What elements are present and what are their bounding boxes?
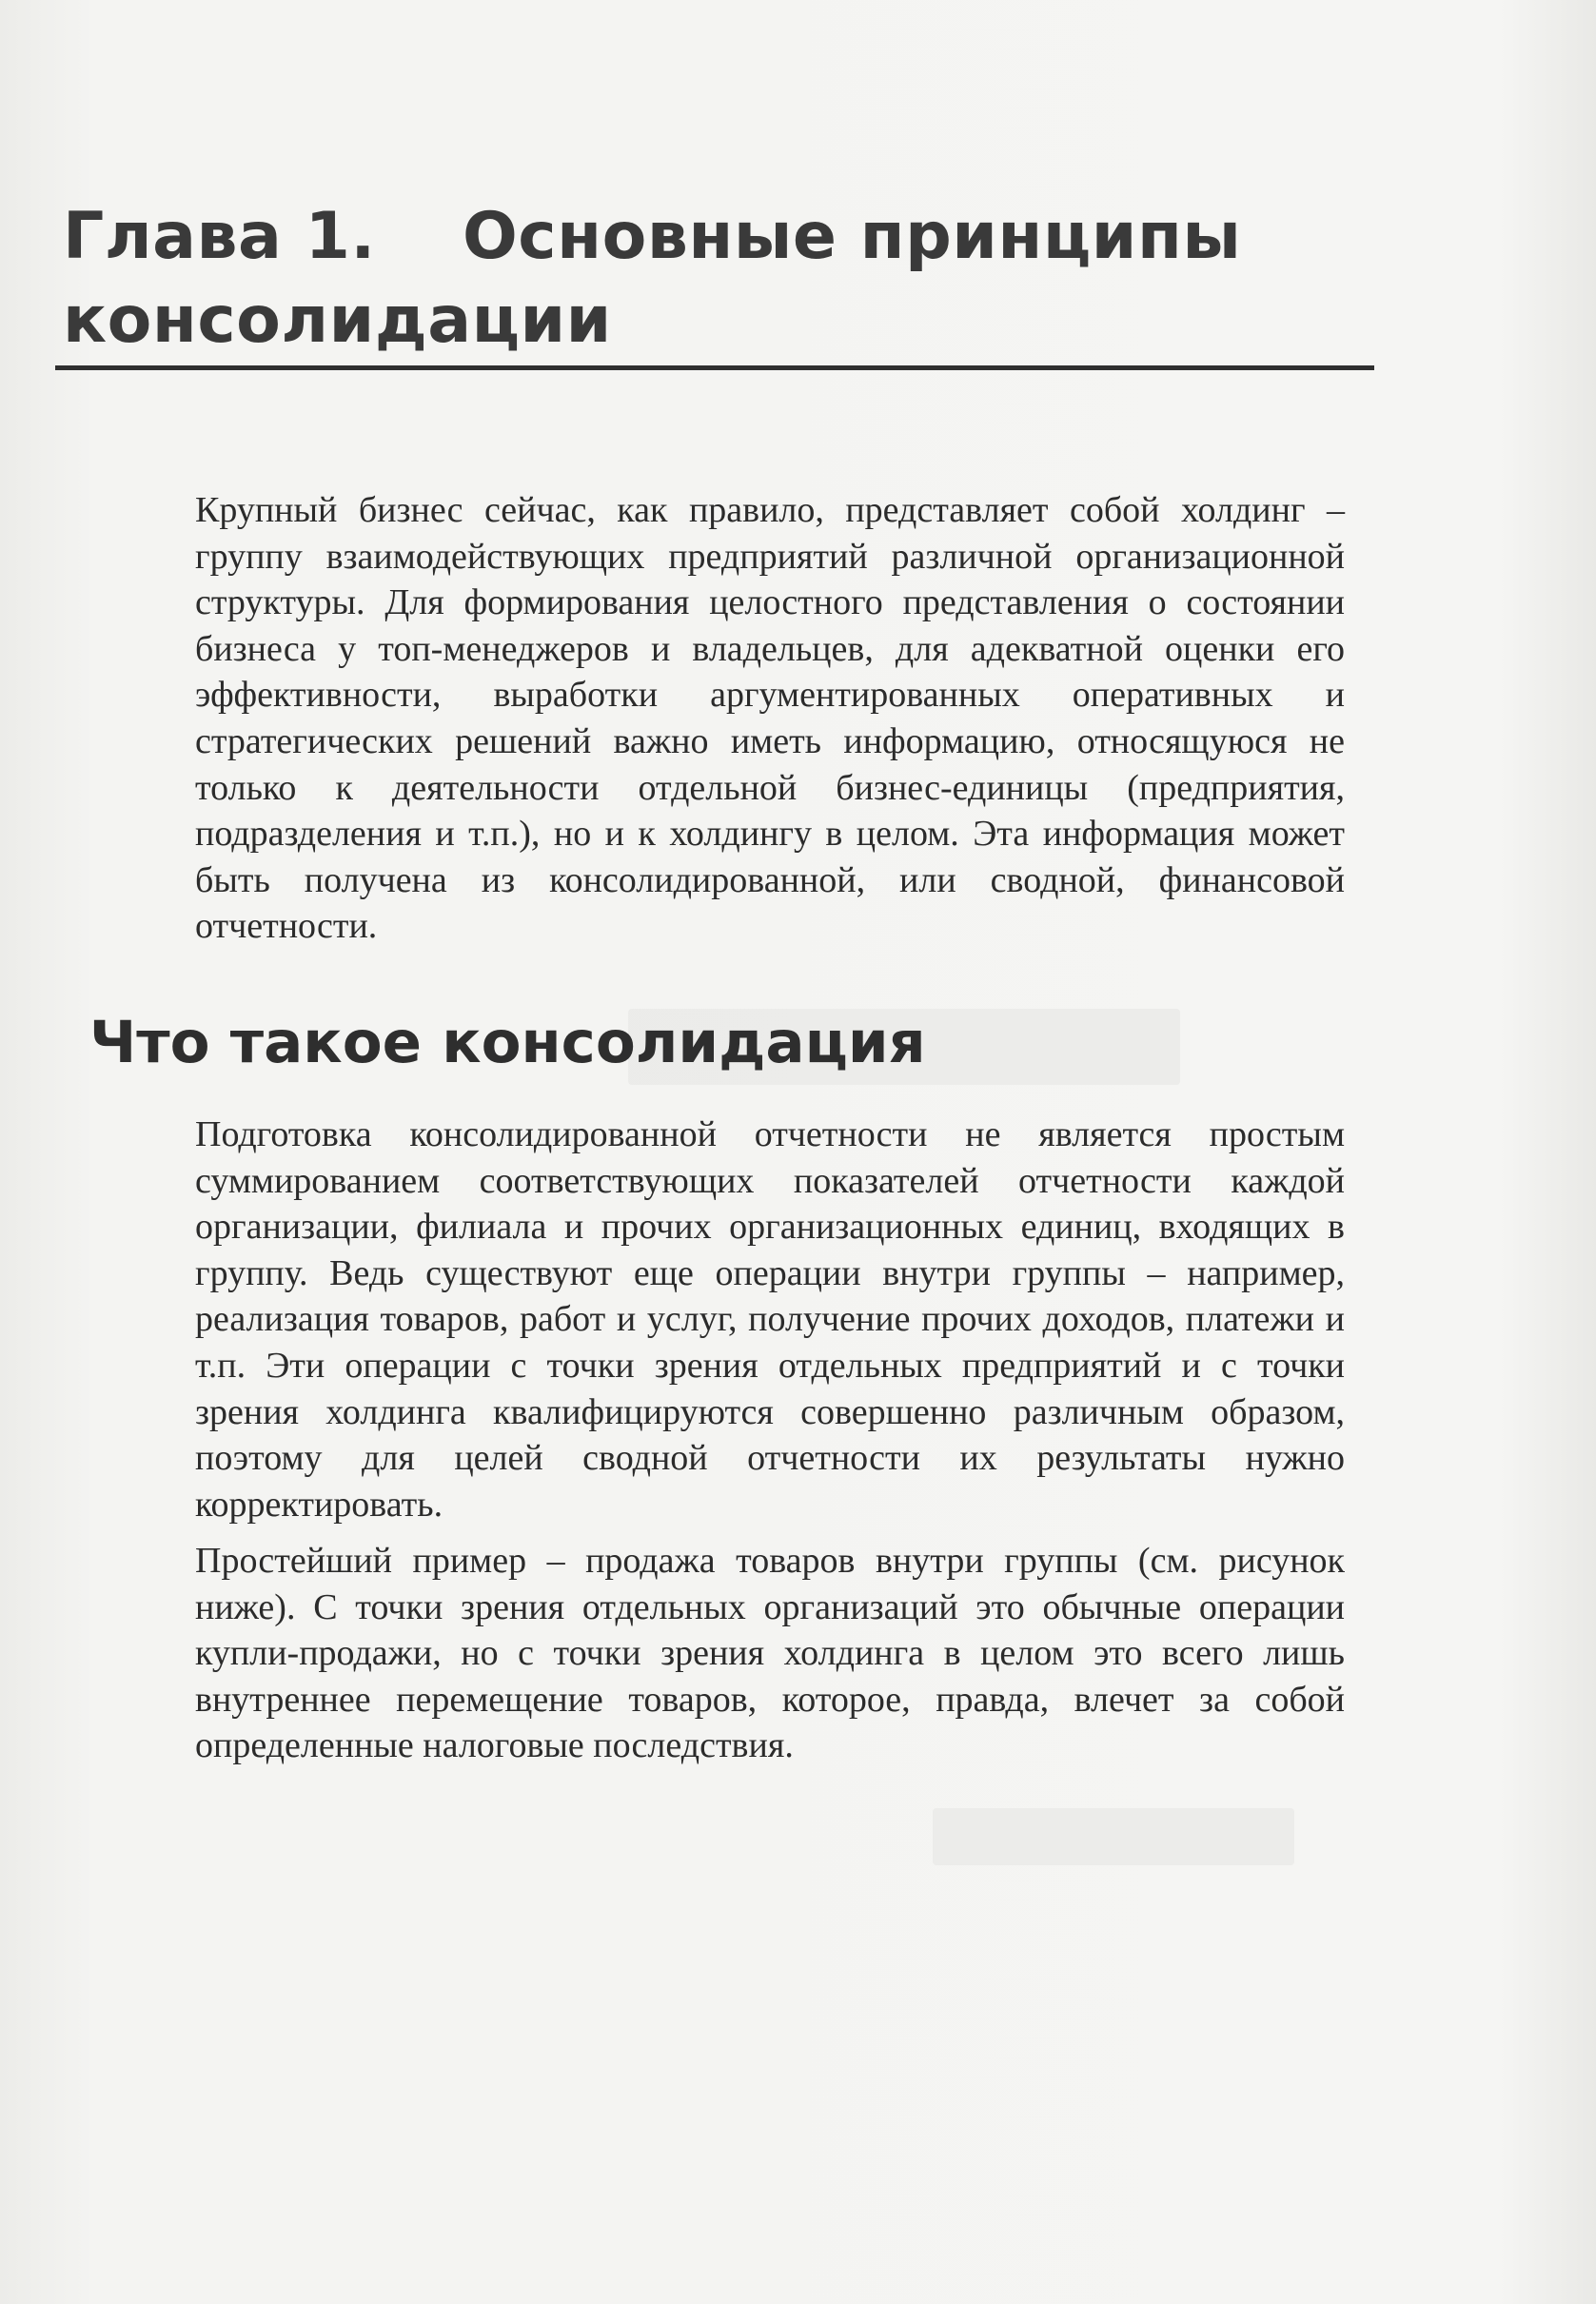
chapter-underline [55, 365, 1374, 370]
section-heading: Что такое консолидация [89, 1009, 926, 1076]
chapter-title-line1: Основные принципы [463, 199, 1242, 274]
section-paragraph: Подготовка консолидированной отчетности не является простым суммированием соответствующих показателей отчетности каждой организации, филиала и прочих организационных единиц, входящих в группу. Ведь существуют еще операции внутри группы – например, реализация товаров, работ и услуг, получение прочих доходов, платежи и т.п. Эти операции с точки зрения отдельных предприятий и с точки зрения холдинга квалифицируются совершенно различным образом, поэтому для целей сводной отчетности их результаты нужно корректировать. [195, 1114, 1345, 1525]
chapter-number: Глава 1. [63, 199, 376, 274]
chapter-title-line2: консолидации [63, 283, 612, 358]
bleed-through-shadow [933, 1808, 1294, 1865]
chapter-title [63, 195, 1329, 363]
intro-paragraph: Крупный бизнес сейчас, как правило, представляет собой холдинг – группу взаимодействующих предприятий различной организационной структуры. Для формирования целостного представления о состоянии бизнеса у топ-менеджеров и владельцев, для адекватной оценки его эффективности, выработки аргументированных оперативных и стратегических решений важно иметь информацию, относящуюся не только к деятельности отдельной бизнес-единицы (предприятия, подразделения и т.п.), но и к холдингу в целом. Эта информация может быть получена из консолидированной, или сводной, финансовой отчетности. [195, 490, 1345, 947]
section-paragraph: Простейший пример – продажа товаров внутри группы (см. рисунок ниже). С точки зрения отдельных организаций это обычные операции купли-продажи, но с точки зрения холдинга в целом это всего лишь внутреннее перемещение товаров, которое, правда, влечет за собой определенные налоговые последствия. [195, 1541, 1345, 1766]
